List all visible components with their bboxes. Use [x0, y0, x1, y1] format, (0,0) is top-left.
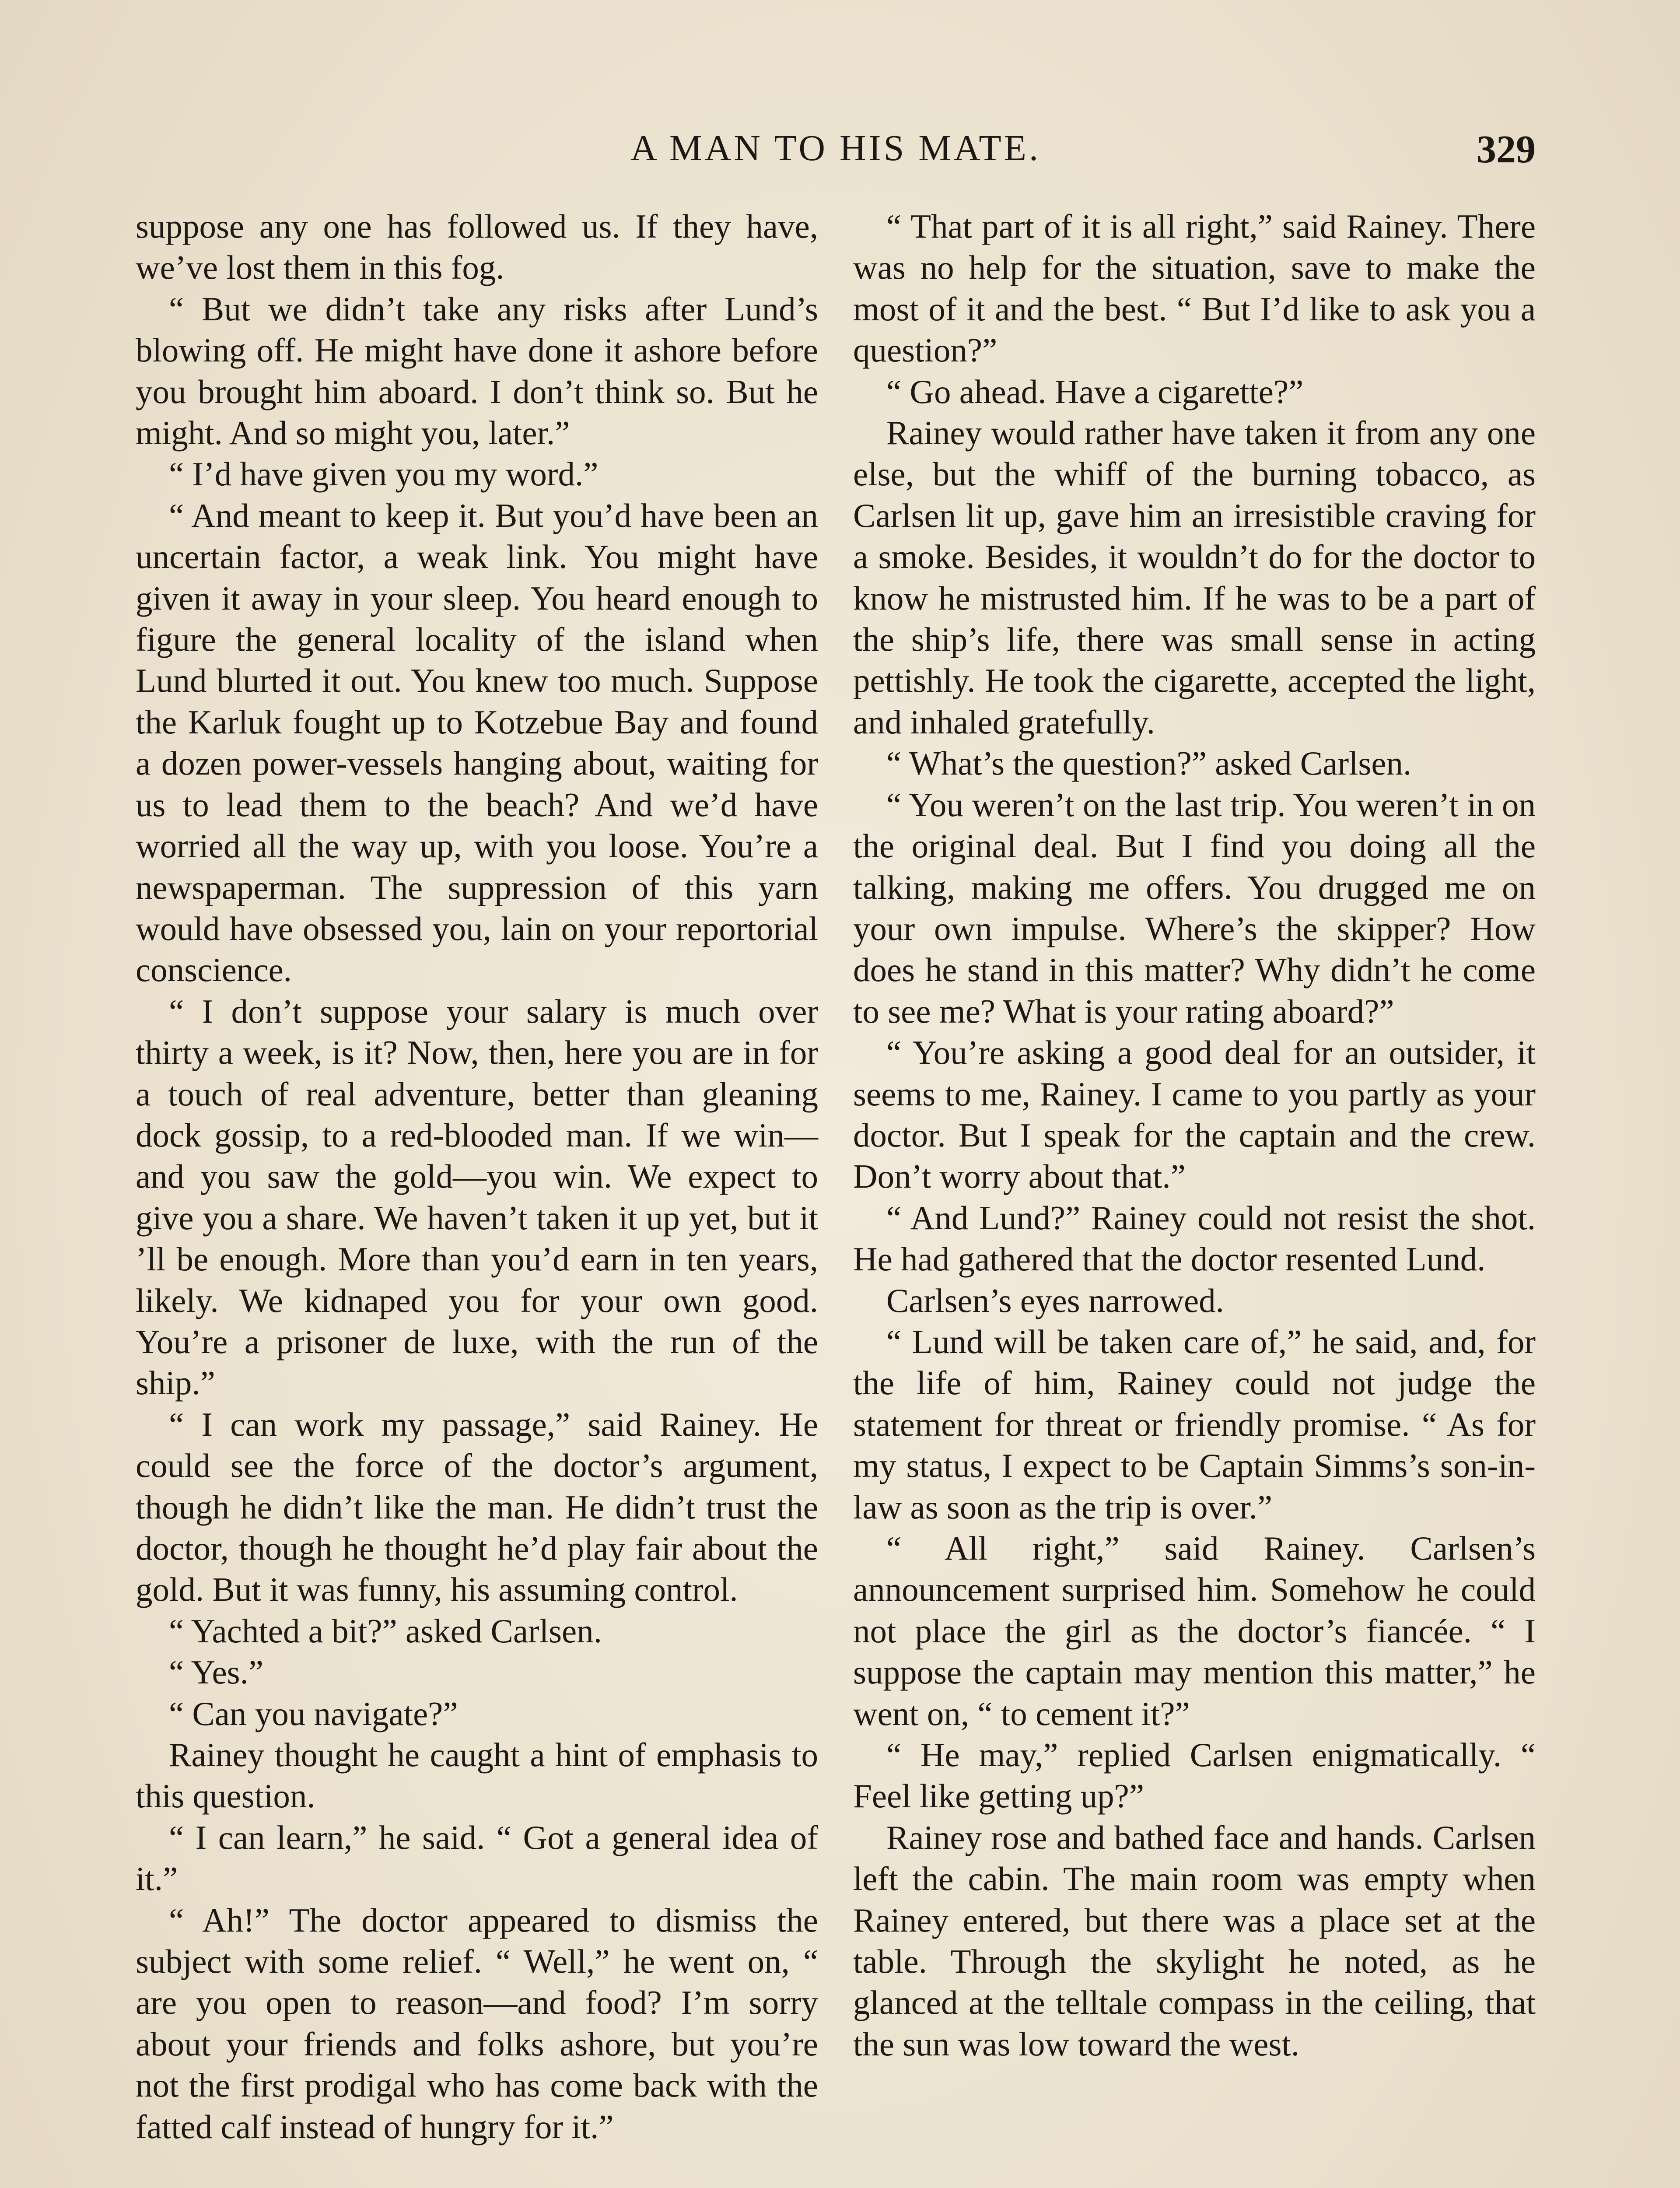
paragraph: “ But we didn’t take any risks after Lund’s blowing off. He might have done it ashore before you brought him aboard. I don’t think so. But he might. And so might you, later.” — [136, 290, 818, 452]
paragraph: “ Lund will be taken care of,” he said, and, for the life of him, Rainey could not judge the statement for threat or friendly promise. “ As for my status, I expect to be Captain Simms’s son-in-law as soon as the trip is over.” — [853, 1322, 1536, 1526]
paragraph: “ Ah!” The doctor appeared to dismiss the subject with some relief. “ Well,” he went on, “ are you open to reason—and food? I’m sorry about your friends and folks ashore, but you’re not the first prodigal who has come back with the fatted calf instead of hungry for it.” — [136, 1901, 818, 2146]
paragraph: “ I don’t suppose your salary is much over thirty a week, is it? Now, then, here you are in for a touch of real adventure, better than gleaning dock gossip, to a red-blooded man. If we win—and you saw the gold—you win. We expect to give you a share. We haven’t taken it up yet, but it ’ll be enough. More than you’d earn in ten years, likely. We kidnaped you for your own good. You’re a prisoner de luxe, with the run of the ship.” — [136, 992, 818, 1402]
paragraph: “ And Lund?” Rainey could not resist the shot. He had gathered that the doctor resented Lund. — [853, 1199, 1536, 1278]
paragraph: “ Can you navigate?” — [169, 1694, 458, 1732]
paragraph: “ He may,” replied Carlsen enigmatically. “ Feel like getting up?” — [853, 1736, 1536, 1815]
paragraph: “ I can work my passage,” said Rainey. He could see the force of the doctor’s argument, though he didn’t like the man. He didn’t trust the doctor, though he thought he’d play fair about the gold. But it was funny, his assuming control. — [136, 1405, 818, 1609]
paragraph: “ And meant to keep it. But you’d have been an uncertain factor, a weak link. You might have given it away in your sleep. You heard enough to figure the general locality of the island when Lund blurted it out. You knew too much. Suppose the Karluk fought up to Kotzebue Bay and found a dozen power-vessels hanging about, waiting for us to lead them to the beach? And we’d have worried all the way up, with you loose. You’re a newspaperman. The suppression of this yarn would have obsessed you, lain on your reportorial conscience. — [136, 496, 818, 989]
paragraph: Rainey rose and bathed face and hands. Carlsen left the cabin. The main room was empty when Rainey entered, but there was a place set at the table. Through the skylight he noted, as he glanced at the telltale compass in the ceiling, that the sun was low toward the west. — [853, 1818, 1536, 2063]
paragraph: “ What’s the question?” asked Carlsen. — [886, 744, 1412, 782]
paragraph: “ That part of it is all right,” said Rainey. There was no help for the situation, save to make the most of it and the best. “ But I’d like to ask you a question?” — [853, 207, 1536, 369]
paragraph: Rainey thought he caught a hint of emphasis to this question. — [136, 1736, 818, 1815]
page-number: 329 — [1477, 128, 1536, 171]
paragraph: “ You’re asking a good deal for an outsider, it seems to me, Rainey. I came to you partly as your doctor. But I speak for the captain and the crew. Don’t worry about that.” — [853, 1034, 1536, 1196]
paragraph: “ All right,” said Rainey. Carlsen’s announcement surprised him. Somehow he could not place the girl as the doctor’s fiancée. “ I suppose the captain may mention this matter,” he went on, “ to cement it?” — [853, 1529, 1536, 1732]
paragraph: “ Yes.” — [169, 1653, 264, 1691]
paragraph: “ I can learn,” he said. “ Got a general idea of it.” — [136, 1818, 818, 1898]
page-header — [136, 127, 1536, 184]
paragraph: “ I’d have given you my word.” — [169, 455, 598, 493]
paragraph: Rainey would rather have taken it from any one else, but the whiff of the burning tobacco, as Carlsen lit up, gave him an irresistible craving for a smoke. Besides, it wouldn’t do for the doctor to know he mistrusted him. If he was to be a part of the ship’s life, there was small sense in acting pettishly. He took the cigarette, accepted the light, and inhaled gratefully. — [853, 414, 1536, 741]
paragraph: “ Yachted a bit?” asked Carlsen. — [169, 1612, 602, 1650]
paragraph: suppose any one has followed us. If they have, we’ve lost them in this fog. — [136, 207, 818, 287]
paragraph: Carlsen’s eyes narrowed. — [886, 1281, 1224, 1319]
running-title: A MAN TO HIS MATE. — [630, 128, 1041, 168]
right-column — [853, 206, 1536, 2065]
paragraph: “ Go ahead. Have a cigarette?” — [886, 372, 1304, 410]
left-column — [136, 206, 818, 2147]
paragraph: “ You weren’t on the last trip. You weren’t in on the original deal. But I find you doing all the talking, making me offers. You drugged me on your own impulse. Where’s the skipper? How does he stand in this matter? Why didn’t he come to see me? What is your rating aboard?” — [853, 785, 1536, 1030]
